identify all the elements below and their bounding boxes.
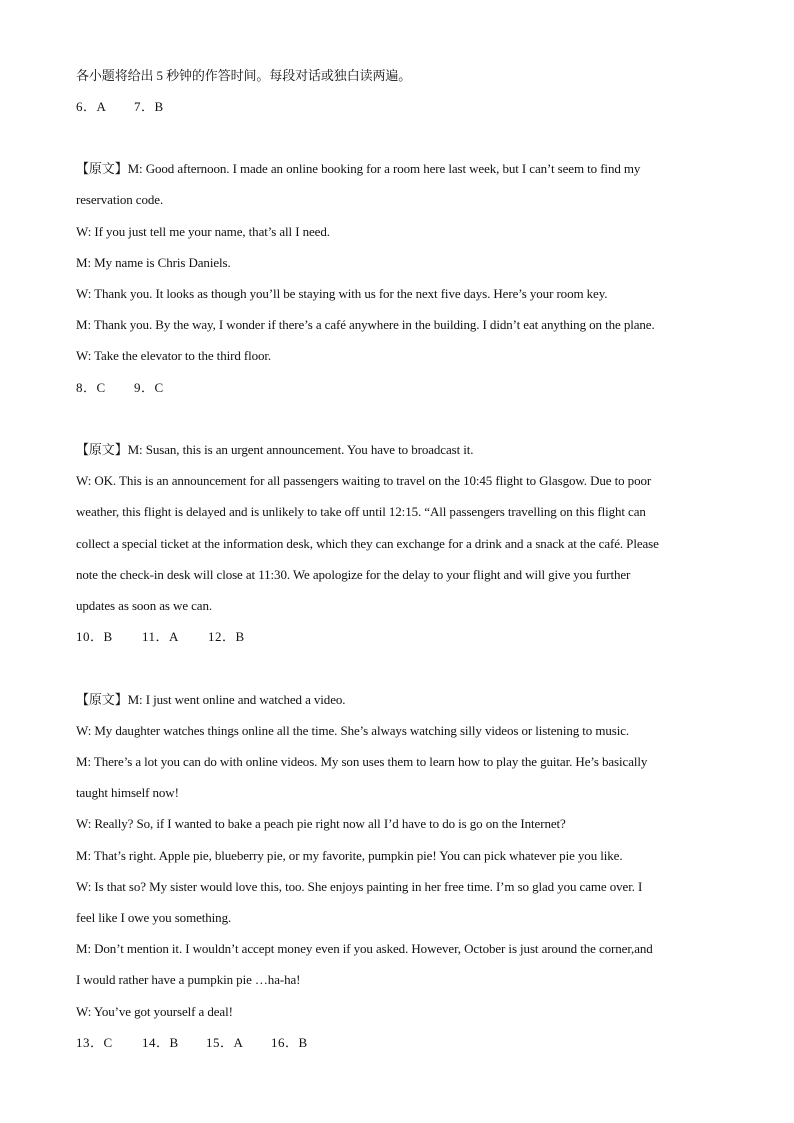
transcript-2-line-4: collect a special ticket at the information desk, which they can exchange for a drink and a snack at the café. Please xyxy=(76,536,659,551)
transcript-2-line-1: 【原文】M: Susan, this is an urgent announcement. You have to broadcast it. xyxy=(76,442,474,457)
transcript-2-line-3: weather, this flight is delayed and is unlikely to take off until 12:15. “All passengers travelling on this flight can xyxy=(76,504,646,519)
answer-12: 12．B xyxy=(208,629,245,644)
transcript-3-line-6: M: That’s right. Apple pie, blueberry pie, or my favorite, pumpkin pie! You can pick whatever pie you like. xyxy=(76,848,623,863)
transcript-1-line-3: W: If you just tell me your name, that’s all I need. xyxy=(76,224,330,239)
transcript-2-line-6: updates as soon as we can. xyxy=(76,598,213,613)
answer-10: 10．B xyxy=(76,629,113,644)
transcript-3-line-10: I would rather have a pumpkin pie …ha-ha! xyxy=(76,972,301,987)
answer-row-1 xyxy=(76,99,734,115)
answer-6: 6．A xyxy=(76,99,107,114)
transcript-3-line-7: W: Is that so? My sister would love this, too. She enjoys painting in her free time. I’m so glad you came over. I xyxy=(76,879,643,894)
answer-13: 13．C xyxy=(76,1035,113,1050)
transcript-3-line-2: W: My daughter watches things online all the time. She’s always watching silly videos or listening to music. xyxy=(76,723,630,738)
answer-row-3 xyxy=(76,629,734,645)
transcript-3-line-5: W: Really? So, if I wanted to bake a peach pie right now all I’d have to do is go on the Internet? xyxy=(76,816,566,831)
transcript-1-line-1: 【原文】M: Good afternoon. I made an online booking for a room here last week, but I can’t seem to find my xyxy=(76,161,641,176)
transcript-3-line-8: feel like I owe you something. xyxy=(76,910,232,925)
transcript-3-line-11: W: You’ve got yourself a deal! xyxy=(76,1004,233,1019)
transcript-1-line-7: W: Take the elevator to the third floor. xyxy=(76,348,272,363)
answer-8: 8．C xyxy=(76,380,106,395)
transcript-2-line-5: note the check-in desk will close at 11:30. We apologize for the delay to your flight and will give you further xyxy=(76,567,631,582)
transcript-3-line-1: 【原文】M: I just went online and watched a video. xyxy=(76,692,346,707)
transcript-1-line-5: W: Thank you. It looks as though you’ll be staying with us for the next five days. Here’s your room key. xyxy=(76,286,608,301)
transcript-1-line-4: M: My name is Chris Daniels. xyxy=(76,255,231,270)
transcript-3-line-9: M: Don’t mention it. I wouldn’t accept money even if you asked. However, October is just around the corner,and xyxy=(76,941,653,956)
transcript-2-line-2: W: OK. This is an announcement for all passengers waiting to travel on the 10:45 flight to Glasgow. Due to poor xyxy=(76,473,652,488)
transcript-3-line-3: M: There’s a lot you can do with online videos. My son uses them to learn how to play the guitar. He’s basically xyxy=(76,754,648,769)
transcript-3-line-4: taught himself now! xyxy=(76,785,179,800)
answer-7: 7．B xyxy=(134,99,164,114)
instruction-text: 各小题将给出 5 秒钟的作答时间。每段对话或独白读两遍。 xyxy=(76,68,412,83)
transcript-1-line-2: reservation code. xyxy=(76,192,164,207)
transcript-1-line-6: M: Thank you. By the way, I wonder if there’s a café anywhere in the building. I didn’t eat anything on the plane. xyxy=(76,317,655,332)
answer-16: 16．B xyxy=(271,1035,308,1050)
answer-15: 15．A xyxy=(206,1035,244,1050)
answer-row-2 xyxy=(76,380,734,396)
answer-11: 11．A xyxy=(142,629,179,644)
answer-9: 9．C xyxy=(134,380,164,395)
answer-14: 14．B xyxy=(142,1035,179,1050)
answer-row-4 xyxy=(76,1035,734,1051)
